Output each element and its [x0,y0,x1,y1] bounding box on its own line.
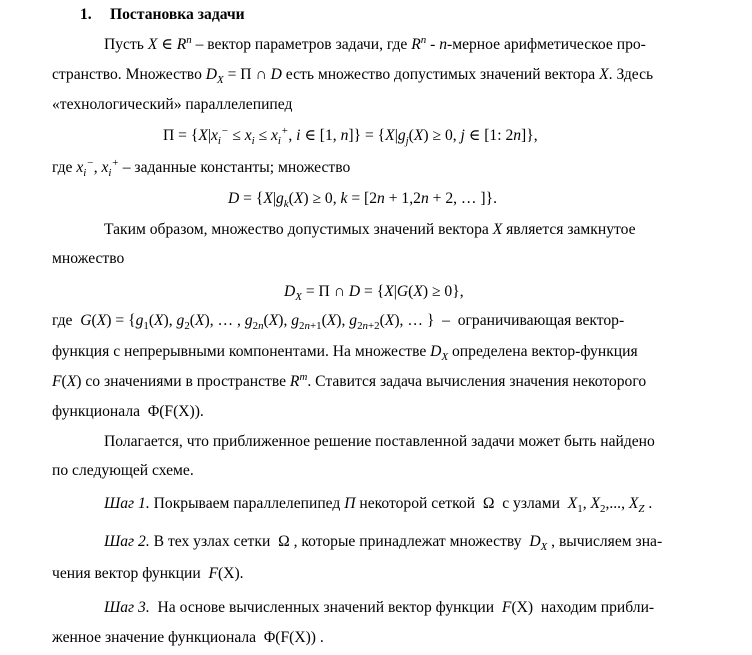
p1-line-3-text: «технологический» параллелепипед [52,96,293,113]
step-3-line-1-text: Шаг 3. На основе вычисленных значений вектор функции F(X) находим прибли- [104,599,655,616]
p5-line-2-text: по следующей схеме. [52,462,194,479]
formula-dx [0,280,752,304]
formula-3-text: $D_X = \Pi$ ∩ D = {X|G(X) ≥ 0}, [284,283,464,304]
p1-line-1 [0,33,752,57]
p4-line-4-text: функционала Φ(F(X)). [52,403,204,420]
p3-line-2 [0,247,752,271]
section-title: Постановка задачи [110,6,245,23]
step-1 [0,492,752,516]
step-2-line-1 [0,530,752,554]
section-heading [0,3,752,27]
p4-line-3 [0,370,752,394]
p1-line-2-text: странство. Множество $D_X = \Pi$ ∩ D есть множество допустимых значений вектора X. Здесь [52,66,654,87]
p4-line-2 [0,340,752,364]
step-2-line-2-text: чения вектор функции F(X). [52,565,244,582]
p5-line-1-text: Полагается, что приближенное решение поставленной задачи может быть найдено [104,433,655,450]
p1-line-3 [0,93,752,117]
p3-line-1 [0,218,752,242]
p4-line-1 [0,309,752,333]
p1-line-1-text: Пусть X ∈ $R^n$ – вектор параметров задачи, где $R^n$ - n-мерное арифметическое про- [104,33,646,53]
p4-line-3-text: F(X) со значениями в пространстве $R^m$. Ставится задача вычисления значения некоторого [52,370,647,390]
step-2-line-1-text: Шаг 2. В тех узлах сетки Ω , которые принадлежат множеству $D_X$ , вычисляем зна- [104,533,663,554]
p1-line-2 [0,63,752,87]
formula-1-text: $\Pi = \{X|x_i^- \le x_i \le x_i^+$, i ∈ [1, $n]\} = \{X|g_j(X) \ge 0$, j ∈ [1: 2n]}, [163,124,538,148]
step-2-line-2 [0,562,752,586]
p2-text: где $x_i^-$, $x_i^+$ – заданные константы; множество [52,156,351,180]
step-3-line-2 [0,626,752,650]
step-3-line-2-text: женное значение функционала Φ(F(X)) . [52,629,324,646]
p2-line-1 [0,156,752,180]
formula-parallelepiped [0,124,752,148]
p3-line-2-text: множество [52,250,125,267]
p5-line-2 [0,459,752,483]
formula-2-text: $D = \{X|g_k(X) \ge 0$, k = [2n + 1,2n + 2, … ]}. [228,190,497,211]
p5-line-1 [0,430,752,454]
formula-set-d [0,187,752,211]
section-number: 1. [80,6,92,23]
p3-line-1-text: Таким образом, множество допустимых значений вектора X является замкнутое [104,221,636,238]
step-1-text: Шаг 1. Покрываем параллелепипед П некоторой сеткой Ω с узлами $X_1$, $X_2$,..., $X_Z$ . [104,495,653,516]
p4-line-1-text: где $G(X) = \{g_1(X)$, $g_2(X)$, … , $g_{2n}(X)$, $g_{2n+1}(X)$, $g_{2n+2}(X)$, … } – ограничивающая вектор- [52,312,625,333]
p4-line-4 [0,400,752,424]
p4-line-2-text: функция с непрерывными компонентами. На множестве $D_X$ определена вектор-функция [52,343,638,364]
step-3-line-1 [0,596,752,620]
